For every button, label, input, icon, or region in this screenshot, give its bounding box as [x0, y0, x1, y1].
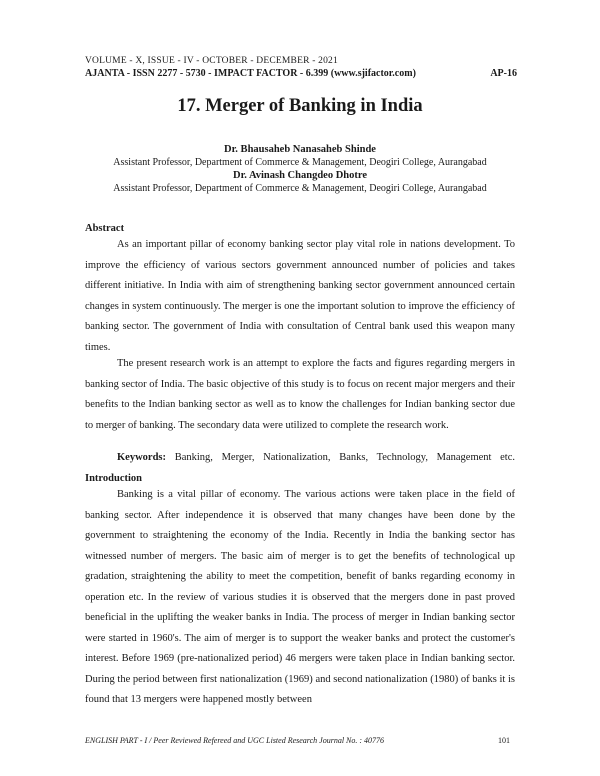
author-name: Dr. Bhausaheb Nanasaheb Shinde — [224, 144, 376, 155]
abstract-paragraph: The present research work is an attempt to explore the facts and figures regarding mergers in banking sector of India. The basic objective of this study is to focus on recent major mergers and their benefits to the Indian banking sector as well as to know the challenges for Indian banking sector due to merger of banking. The secondary data were utilized to complete the research work. — [85, 358, 515, 431]
article-code: AP-16 — [490, 68, 517, 79]
keywords-text: Banking, Merger, Nationalization, Banks, Technology, Management etc. — [174, 452, 515, 463]
abstract-paragraph: As an important pillar of economy banking sector play vital role in nations development. To improve the efficiency of various sectors government announced number of policies and takes different initiative. In India with aim of strengthening banking sector government announced certain changes in system continuously. The merger is one the important solution to improve the efficiency of banking sector. The government of India with consultation of Central bank used this weapon many times. — [85, 239, 515, 353]
journal-issn-line — [85, 68, 517, 79]
author-affiliation: Assistant Professor, Department of Commerce & Management, Deogiri College, Aurangabad — [113, 157, 487, 168]
keywords-label: Keywords: — [117, 452, 166, 463]
author-affiliation: Assistant Professor, Department of Commerce & Management, Deogiri College, Aurangabad — [113, 183, 487, 194]
keywords — [85, 452, 515, 463]
introduction-heading: Introduction — [85, 473, 142, 484]
page-number: 101 — [498, 736, 510, 745]
journal-name: AJANTA - ISSN 2277 - 5730 - IMPACT FACTOR - 6.399 (www.sjifactor.com) — [85, 68, 416, 79]
journal-volume-line: VOLUME - X, ISSUE - IV - OCTOBER - DECEMBER - 2021 — [85, 56, 338, 66]
paper-title: 17. Merger of Banking in India — [177, 96, 423, 116]
author-name: Dr. Avinash Changdeo Dhotre — [233, 170, 367, 181]
introduction-paragraph: Banking is a vital pillar of economy. The various actions were taken place in the field of banking sector. After independence it is observed that many changes have been done by the government to straightening the economy of the India. Recently in India the banking sector has witnessed number of mergers. The basic aim of merger is to get the benefits of technological up gradation, straightening the ability to meet the competition, benefit of banks regarding economy in operation etc. In the review of various studies it is observed that the mergers done in past proved beneficial in the uplifting the weaker banks in India. The process of merger in Indian banking sector were started in 1960's. The aim of merger is to support the weaker banks and protect the customer's interest. Before 1969 (pre-nationalized period) 46 mergers were taken place in Indian banking sector. During the period between first nationalization (1969) and second nationalization (1980) of banks it is found that 13 mergers were happened mostly between — [85, 489, 515, 705]
page-footer: ENGLISH PART - I / Peer Reviewed Refereed and UGC Listed Research Journal No. : 40776 — [85, 736, 385, 745]
abstract-heading: Abstract — [85, 223, 125, 234]
